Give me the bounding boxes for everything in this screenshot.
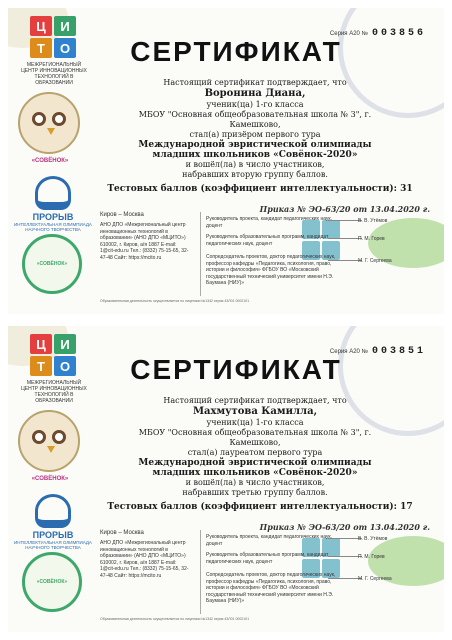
logo-letter: О: [54, 38, 76, 58]
signature: [328, 260, 362, 261]
cito-logo: [18, 16, 90, 86]
proryv-title: ПРОРЫВ: [32, 212, 74, 222]
olympiad-name: Международной эвристической олимпиады: [138, 140, 372, 150]
sovenok-seal-icon: [22, 552, 82, 612]
signatory-name: П. М. Горев: [358, 554, 385, 560]
certificate-1: [8, 8, 444, 314]
divider: [200, 530, 201, 614]
owl-icon: [18, 410, 80, 472]
intro-text: Настоящий сертификат подтверждает, что: [163, 396, 347, 405]
logo-letter: Ц: [30, 16, 52, 36]
school-text: МБОУ "Основная общеобразовательная школа № 3", г.: [138, 428, 372, 437]
logo-letter: О: [54, 356, 76, 376]
cito-logo: [18, 334, 90, 404]
signature: [328, 556, 362, 557]
signatory-title: Сопредседатель проектов, доктор педагогических наук, профессор кафедры «Педагогика, психология, право, истории и философия» ФГБОУ ВО «Московский государственный технический университет имени Н.Э. Баумана (НИУ)»: [206, 254, 336, 286]
intro-text: Настоящий сертификат подтверждает, что: [163, 78, 347, 87]
divider: [200, 212, 201, 296]
score-text: Тестовых баллов (коэффициент интеллектуальности): 31: [107, 184, 413, 194]
certificate-body: [100, 396, 410, 498]
recipient-name: Махмутова Камилла,: [192, 406, 318, 417]
signatory-title: Руководитель проекта, кандидат педагогических наук, доцент: [206, 216, 333, 229]
signatory-name: М. Г. Сергеева: [358, 576, 392, 582]
city-text: Камешково,: [229, 438, 281, 447]
sovenok-seal-icon: [22, 234, 82, 294]
award-text: стал(а) лауреатом первого тура: [187, 448, 323, 457]
organization-address: АНО ДПО «Межрегиональный центр инновационных технологий в образовании» (АНО ДПО «МЦИТО») 610002, г. Киров, а/я 1887 E-mail: 1@cit-edu.ru Тел.: (8332) 75-15-65, 32-47-48 Сайт: https://mcito.ru: [100, 540, 189, 579]
city-text: Камешково,: [229, 120, 281, 129]
owl-caption: «СОВЁНОК»: [31, 158, 69, 164]
signature: [328, 238, 362, 239]
signatory-name: В. В. Утёмов: [358, 218, 388, 224]
school-text: МБОУ "Основная общеобразовательная школа № 3", г.: [138, 110, 372, 119]
logo-letter: И: [54, 334, 76, 354]
recipient-name: Воронина Диана,: [204, 88, 306, 99]
signature: [328, 538, 362, 539]
order-number: Приказ № ЭО-63/20 от 13.04.2020 г.: [259, 522, 430, 532]
olympiad-name-2: младших школьников «Совёнок-2020»: [152, 150, 358, 160]
serial-number: 003851: [371, 346, 426, 357]
order-number: Приказ № ЭО-63/20 от 13.04.2020 г.: [259, 204, 430, 214]
score-text: Тестовых баллов (коэффициент интеллектуальности): 17: [107, 502, 413, 512]
organization-address: АНО ДПО «Межрегиональный центр инновационных технологий в образовании» (АНО ДПО «МЦИТО») 610002, г. Киров, а/я 1887 E-mail: 1@cit-edu.ru Тел.: (8332) 75-15-65, 32-47-48 Сайт: https://mcito.ru: [100, 222, 189, 261]
signature: [328, 578, 362, 579]
proryv-logo: [14, 176, 92, 232]
runner-icon: [35, 176, 71, 210]
certificate-2: [8, 326, 444, 632]
proryv-subtitle: ИНТЕЛЛЕКТУАЛЬНАЯ ОЛИМПИАДА НАУЧНОГО ТВОРЧЕСТВА: [14, 222, 92, 232]
serial-number: 003856: [371, 28, 426, 39]
license-fineprint: Образовательная деятельность осуществляется по лицензии №1342 серия 43Л01 0002101: [100, 617, 250, 621]
proryv-logo: [14, 494, 92, 550]
grade-text: ученик(ца) 1-го класса: [206, 418, 304, 427]
signatory-name: М. Г. Сергеева: [358, 258, 392, 264]
certificate-title: СЕРТИФИКАТ: [130, 36, 342, 67]
seal-text: «СОВЁНОК»: [36, 261, 68, 267]
olympiad-name-2: младших школьников «Совёнок-2020»: [152, 468, 358, 478]
logo-letter: Ц: [30, 334, 52, 354]
signatory-name: П. М. Горев: [358, 236, 385, 242]
serial-label: Серия А20 №: [329, 349, 368, 355]
participants-text: и вошёл(ла) в число участников,: [185, 160, 325, 169]
logo-letter: Т: [30, 38, 52, 58]
award-text: стал(а) призёром первого тура: [189, 130, 321, 139]
group-text: набравших третью группу баллов.: [182, 488, 328, 497]
logo-caption: МЕЖРЕГИОНАЛЬНЫЙ ЦЕНТР ИННОВАЦИОННЫХ ТЕХНОЛОГИЙ В ОБРАЗОВАНИИ: [21, 380, 87, 404]
logo-letter: И: [54, 16, 76, 36]
certificate-footer: [96, 522, 440, 622]
license-fineprint: Образовательная деятельность осуществляется по лицензии №1342 серия 43Л01 0002101: [100, 299, 250, 303]
proryv-subtitle: ИНТЕЛЛЕКТУАЛЬНАЯ ОЛИМПИАДА НАУЧНОГО ТВОРЧЕСТВА: [14, 540, 92, 550]
city-label: Киров – Москва: [100, 212, 144, 218]
signatory-title: Руководитель образовательных программ, кандидат педагогических наук, доцент: [206, 234, 329, 247]
logo-letter: Т: [30, 356, 52, 376]
owl-caption: «СОВЁНОК»: [31, 476, 69, 482]
proryv-title: ПРОРЫВ: [32, 530, 74, 540]
runner-icon: [35, 494, 71, 528]
seal-text: «СОВЁНОК»: [36, 579, 68, 585]
serial-label: Серия А20 №: [329, 31, 368, 37]
signatory-name: В. В. Утёмов: [358, 536, 388, 542]
participants-text: и вошёл(ла) в число участников,: [185, 478, 325, 487]
owl-icon: [18, 92, 80, 154]
signature: [328, 220, 362, 221]
grade-text: ученик(ца) 1-го класса: [206, 100, 304, 109]
signatory-title: Руководитель образовательных программ, кандидат педагогических наук, доцент: [206, 552, 329, 565]
logo-caption: МЕЖРЕГИОНАЛЬНЫЙ ЦЕНТР ИННОВАЦИОННЫХ ТЕХНОЛОГИЙ В ОБРАЗОВАНИИ: [21, 62, 87, 86]
signatory-title: Сопредседатель проектов, доктор педагогических наук, профессор кафедры «Педагогика, психология, право, истории и философия» ФГБОУ ВО «Московский государственный технический университет имени Н.Э. Баумана (НИУ)»: [206, 572, 336, 604]
signatory-title: Руководитель проекта, кандидат педагогических наук, доцент: [206, 534, 333, 547]
certificate-body: [100, 78, 410, 180]
certificate-footer: [96, 204, 440, 304]
certificate-title: СЕРТИФИКАТ: [130, 354, 342, 385]
city-label: Киров – Москва: [100, 530, 144, 536]
olympiad-name: Международной эвристической олимпиады: [138, 458, 372, 468]
group-text: набравших вторую группу баллов.: [182, 170, 328, 179]
